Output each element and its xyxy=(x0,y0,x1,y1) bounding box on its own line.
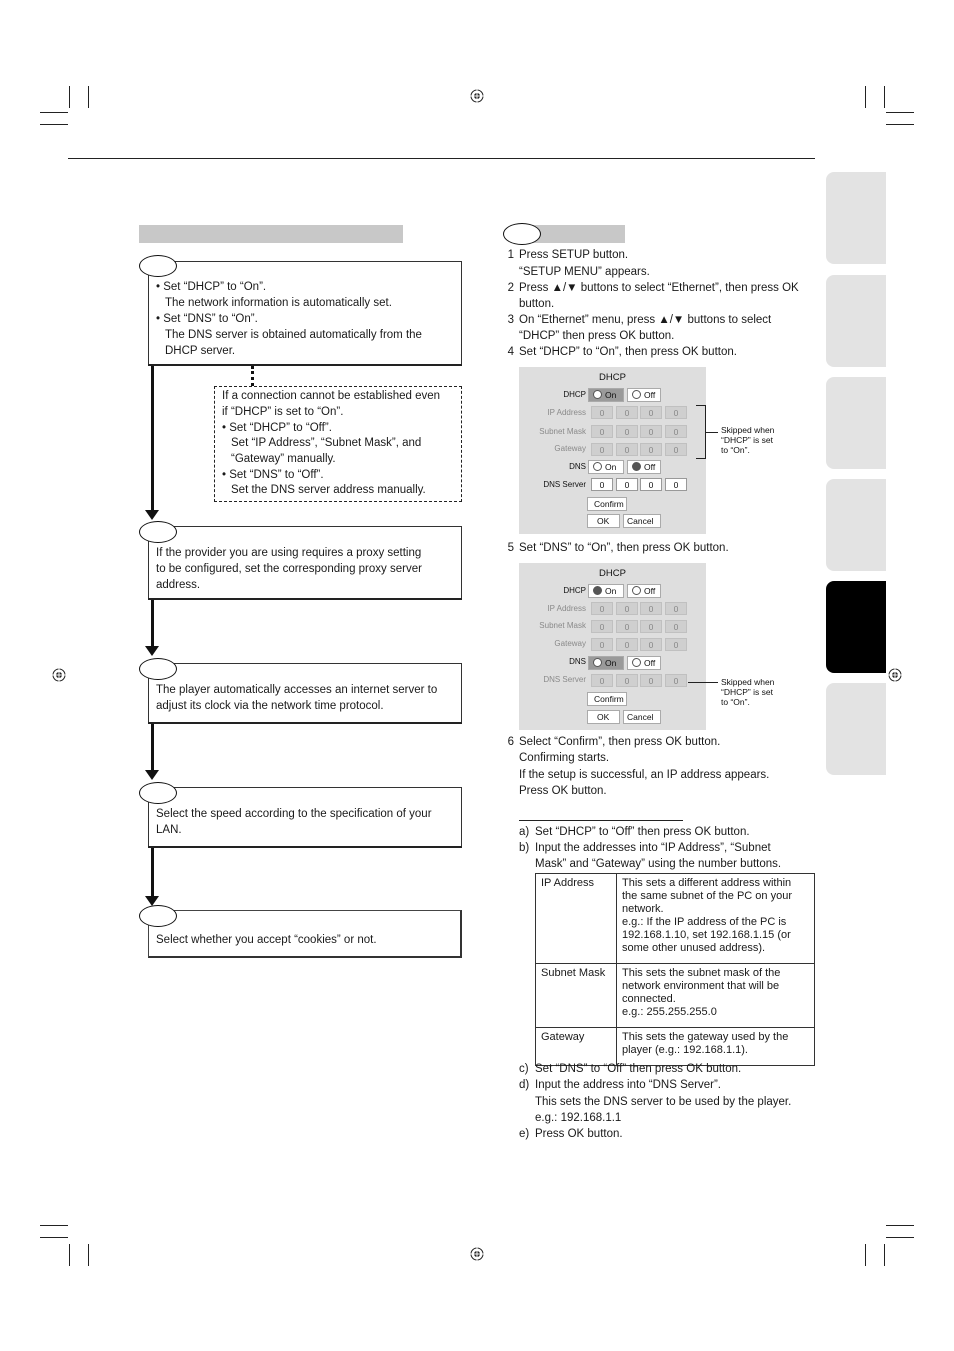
dhcp-off-option[interactable] xyxy=(627,388,661,402)
confirm-button[interactable]: Confirm xyxy=(587,497,627,511)
subnet-octet[interactable]: 0 xyxy=(665,620,687,633)
ip-octet[interactable]: 0 xyxy=(640,406,662,419)
side-tab[interactable] xyxy=(826,377,886,469)
step-oval xyxy=(139,255,177,277)
step-text: Confirming starts. xyxy=(519,752,610,764)
crop-mark xyxy=(886,124,914,125)
flow-arrowhead xyxy=(145,770,159,780)
gateway-octet[interactable]: 0 xyxy=(591,443,613,456)
table-cell-desc xyxy=(617,1028,815,1066)
flow-arrow xyxy=(151,848,154,898)
registration-mark-icon xyxy=(52,668,66,682)
dhcp-off-option[interactable] xyxy=(627,584,661,598)
dhcp-line: The DNS server is obtained automatically from the xyxy=(165,329,422,341)
desc-line: connected. xyxy=(622,993,676,1005)
speed-line: LAN. xyxy=(156,824,182,836)
step-letter: b) xyxy=(519,842,530,854)
fallback-line: • Set “DHCP” to “Off”. xyxy=(222,422,332,434)
desc-line: some other unused address). xyxy=(622,942,766,954)
subnet-label: Subnet Mask xyxy=(539,621,586,630)
ip-octet[interactable]: 0 xyxy=(591,602,613,615)
bracket xyxy=(696,405,706,459)
crop-mark xyxy=(884,86,885,108)
fallback-line: if “DHCP” is set to “On”. xyxy=(222,406,344,418)
crop-mark xyxy=(865,86,866,108)
crop-mark xyxy=(40,1237,68,1238)
registration-mark-icon xyxy=(470,89,484,103)
address-table xyxy=(535,873,815,1066)
crop-mark xyxy=(69,1244,70,1266)
step-oval xyxy=(139,521,177,543)
ip-octet[interactable]: 0 xyxy=(616,406,638,419)
fallback-line: Set the DNS server address manually. xyxy=(231,484,426,496)
dhcp-line: • Set “DHCP” to “On”. xyxy=(156,281,267,293)
on-label: On xyxy=(605,586,617,596)
desc-line: network. xyxy=(622,903,664,915)
dhcp-line: The network information is automatically set. xyxy=(165,297,392,309)
dns-on-option[interactable] xyxy=(588,656,624,670)
dhcp-label: DHCP xyxy=(563,390,586,399)
ip-octet[interactable]: 0 xyxy=(591,406,613,419)
step-text: Input the address into “DNS Server”. xyxy=(535,1079,721,1091)
step-oval xyxy=(139,658,177,680)
table-cell-desc xyxy=(617,964,815,1028)
dhcp-on-option[interactable] xyxy=(588,584,624,598)
subnet-octet[interactable]: 0 xyxy=(616,620,638,633)
desc-line: This sets a different address within xyxy=(622,877,792,889)
step-number: 3 xyxy=(507,314,514,326)
radio-icon xyxy=(593,658,602,667)
step-text: Input the addresses into “IP Address”, “Subnet xyxy=(535,842,771,854)
radio-icon xyxy=(632,658,641,667)
fallback-line: “Gateway” manually. xyxy=(231,453,336,465)
radio-selected-icon xyxy=(632,462,641,471)
dns-off-option[interactable] xyxy=(627,460,661,474)
ntp-line: adjust its clock via the network time protocol. xyxy=(156,700,384,712)
off-label: Off xyxy=(644,462,656,472)
gateway-octet[interactable]: 0 xyxy=(640,443,662,456)
flow-arrowhead xyxy=(145,646,159,656)
dhcp-line: • Set “DNS” to “On”. xyxy=(156,313,258,325)
on-label: On xyxy=(605,462,617,472)
gateway-octet[interactable]: 0 xyxy=(616,638,638,651)
step-text: Press OK button. xyxy=(519,785,607,797)
off-label: Off xyxy=(644,658,656,668)
crop-mark xyxy=(40,1225,68,1226)
ip-octet[interactable]: 0 xyxy=(665,602,687,615)
dns-server-label: DNS Server xyxy=(543,480,586,489)
crop-mark xyxy=(88,1244,89,1266)
table-cell-desc xyxy=(617,874,815,964)
desc-line: e.g.: 255.255.255.0 xyxy=(622,1006,717,1018)
subnet-octet[interactable]: 0 xyxy=(616,425,638,438)
dns-octet[interactable]: 0 xyxy=(665,478,687,491)
subnet-octet[interactable]: 0 xyxy=(640,425,662,438)
skipped-note: Skipped when xyxy=(721,425,775,435)
dns-octet[interactable]: 0 xyxy=(616,674,638,687)
crop-mark xyxy=(40,124,68,125)
step-oval xyxy=(139,905,177,927)
side-tab[interactable] xyxy=(826,683,886,775)
step-letter: e) xyxy=(519,1128,530,1140)
table-cell-name: Gateway xyxy=(536,1028,617,1066)
subnet-label: Subnet Mask xyxy=(539,427,586,436)
ip-octet[interactable]: 0 xyxy=(616,602,638,615)
radio-selected-icon xyxy=(593,586,602,595)
dhcp-panel-2 xyxy=(519,563,706,730)
proxy-line: address. xyxy=(156,579,201,591)
fallback-line: Set “IP Address”, “Subnet Mask”, and xyxy=(231,437,422,449)
desc-line: e.g.: If the IP address of the PC is xyxy=(622,916,787,928)
step-text: On “Ethernet” menu, press ▲/▼ buttons to select xyxy=(519,314,772,326)
connector-line xyxy=(688,682,718,683)
panel-title: DHCP xyxy=(599,568,626,579)
crop-mark xyxy=(886,1225,914,1226)
step-text: Mask” and “Gateway” using the number buttons. xyxy=(535,858,782,870)
desc-line: player (e.g.: 192.168.1.1). xyxy=(622,1044,748,1056)
header-rule xyxy=(68,158,815,159)
step-text: Set “DNS” to “Off” then press OK button. xyxy=(535,1063,742,1075)
step-number: 2 xyxy=(507,282,514,294)
table-cell-name: Subnet Mask xyxy=(536,964,617,1028)
cancel-button[interactable]: Cancel xyxy=(623,514,661,528)
desc-line: This sets the subnet mask of the xyxy=(622,967,781,979)
dns-octet[interactable]: 0 xyxy=(640,478,662,491)
flow-arrow xyxy=(151,600,154,648)
dns-label: DNS xyxy=(569,462,586,471)
on-label: On xyxy=(605,658,617,668)
confirm-button[interactable]: Confirm xyxy=(587,692,627,706)
step-text: Set “DHCP” to “On”, then press OK button. xyxy=(519,346,737,358)
desc-line: 192.168.1.10, set 192.168.1.15 (or xyxy=(622,929,791,941)
crop-mark xyxy=(884,1244,885,1266)
subnet-octet[interactable]: 0 xyxy=(665,425,687,438)
gateway-octet[interactable]: 0 xyxy=(616,443,638,456)
step-letter: a) xyxy=(519,826,530,838)
dns-octet[interactable]: 0 xyxy=(616,478,638,491)
desc-line: network environment that will be xyxy=(622,980,780,992)
flow-arrow xyxy=(151,724,154,772)
table-cell-name: IP Address xyxy=(536,874,617,964)
dhcp-panel-1 xyxy=(519,367,706,534)
dns-on-option[interactable] xyxy=(588,460,624,474)
registration-mark-icon xyxy=(470,1247,484,1261)
dns-octet[interactable]: 0 xyxy=(591,478,613,491)
ip-octet[interactable]: 0 xyxy=(640,602,662,615)
radio-icon xyxy=(593,462,602,471)
step-text: Press SETUP button. xyxy=(519,249,629,261)
crop-mark xyxy=(69,86,70,108)
speed-line: Select the speed according to the specification of your xyxy=(156,808,432,820)
gateway-octet[interactable]: 0 xyxy=(665,443,687,456)
off-label: Off xyxy=(644,586,656,596)
cancel-button[interactable]: Cancel xyxy=(623,710,661,724)
step-number: 5 xyxy=(507,542,514,554)
step-letter: d) xyxy=(519,1079,530,1091)
ip-label: IP Address xyxy=(547,604,586,613)
connector-line xyxy=(706,432,718,433)
step-text: “DHCP” then press OK button. xyxy=(519,330,675,342)
side-tab[interactable] xyxy=(826,275,886,367)
dns-server-label: DNS Server xyxy=(543,675,586,684)
skipped-note: Skipped when xyxy=(721,677,775,687)
radio-icon xyxy=(632,390,641,399)
step-oval xyxy=(139,782,177,804)
step-text: “SETUP MENU” appears. xyxy=(519,266,650,278)
subnet-octet[interactable]: 0 xyxy=(640,620,662,633)
crop-mark xyxy=(886,112,914,113)
off-label: Off xyxy=(644,390,656,400)
skipped-note: “DHCP” is set xyxy=(721,435,773,445)
subnet-octet[interactable]: 0 xyxy=(591,620,613,633)
step-number: 4 xyxy=(507,346,514,358)
gateway-octet[interactable]: 0 xyxy=(665,638,687,651)
panel-title: DHCP xyxy=(599,372,626,383)
dhcp-on-option[interactable] xyxy=(588,388,624,402)
step-number: 1 xyxy=(507,249,514,261)
step-text: Set “DNS” to “On”, then press OK button. xyxy=(519,542,729,554)
ok-button[interactable]: OK xyxy=(587,710,620,724)
step-text: Press OK button. xyxy=(535,1128,623,1140)
side-tab[interactable] xyxy=(826,172,886,264)
proxy-line: If the provider you are using requires a proxy setting xyxy=(156,547,422,559)
crop-mark xyxy=(40,112,68,113)
proxy-line: to be configured, set the corresponding proxy server xyxy=(156,563,422,575)
skipped-note: to “On”. xyxy=(721,697,750,707)
step-text: If the setup is successful, an IP address appears. xyxy=(519,769,770,781)
side-tab[interactable] xyxy=(826,479,886,571)
step-text: Select “Confirm”, then press OK button. xyxy=(519,736,721,748)
dhcp-label: DHCP xyxy=(563,586,586,595)
ok-button[interactable]: OK xyxy=(587,514,620,528)
dotted-connector xyxy=(251,366,254,386)
step-text: Set “DHCP” to “Off” then press OK button. xyxy=(535,826,750,838)
flow-arrowhead xyxy=(145,510,159,520)
flow-arrow xyxy=(151,366,154,512)
gateway-label: Gateway xyxy=(554,639,586,648)
dns-octet[interactable]: 0 xyxy=(591,674,613,687)
side-tab-active[interactable] xyxy=(826,581,886,673)
step-text: This sets the DNS server to be used by the player. xyxy=(535,1096,792,1108)
gateway-label: Gateway xyxy=(554,444,586,453)
crop-mark xyxy=(886,1237,914,1238)
section-heading-bar xyxy=(139,225,403,243)
table-row xyxy=(536,874,815,964)
step-text: button. xyxy=(519,298,555,310)
desc-line: This sets the gateway used by the xyxy=(622,1031,789,1043)
skipped-note: to “On”. xyxy=(721,445,750,455)
radio-icon xyxy=(632,586,641,595)
subsection-rule xyxy=(519,820,683,821)
dns-off-option[interactable] xyxy=(627,656,661,670)
table-row xyxy=(536,1028,815,1066)
registration-mark-icon xyxy=(888,668,902,682)
dns-octet[interactable]: 0 xyxy=(665,674,687,687)
gateway-octet[interactable]: 0 xyxy=(591,638,613,651)
on-label: On xyxy=(605,390,617,400)
dhcp-line: DHCP server. xyxy=(165,345,236,357)
ip-label: IP Address xyxy=(547,408,586,417)
crop-mark xyxy=(865,1244,866,1266)
table-row xyxy=(536,964,815,1028)
fallback-line: • Set “DNS” to “Off”. xyxy=(222,469,324,481)
ip-octet[interactable]: 0 xyxy=(665,406,687,419)
step-number: 6 xyxy=(507,736,514,748)
skipped-note: “DHCP” is set xyxy=(721,687,773,697)
cookie-line: Select whether you accept “cookies” or not. xyxy=(156,934,377,946)
gateway-octet[interactable]: 0 xyxy=(640,638,662,651)
fallback-line: If a connection cannot be established even xyxy=(222,390,441,402)
step-text: e.g.: 192.168.1.1 xyxy=(535,1112,622,1124)
desc-line: the same subnet of the PC on your xyxy=(622,890,792,902)
step-letter: c) xyxy=(519,1063,529,1075)
step-oval xyxy=(503,223,541,245)
radio-icon xyxy=(593,390,602,399)
crop-mark xyxy=(88,86,89,108)
step-text: Press ▲/▼ buttons to select “Ethernet”, then press OK xyxy=(519,282,799,294)
dns-octet[interactable]: 0 xyxy=(640,674,662,687)
dns-label: DNS xyxy=(569,657,586,666)
ntp-line: The player automatically accesses an internet server to xyxy=(156,684,438,696)
subnet-octet[interactable]: 0 xyxy=(591,425,613,438)
